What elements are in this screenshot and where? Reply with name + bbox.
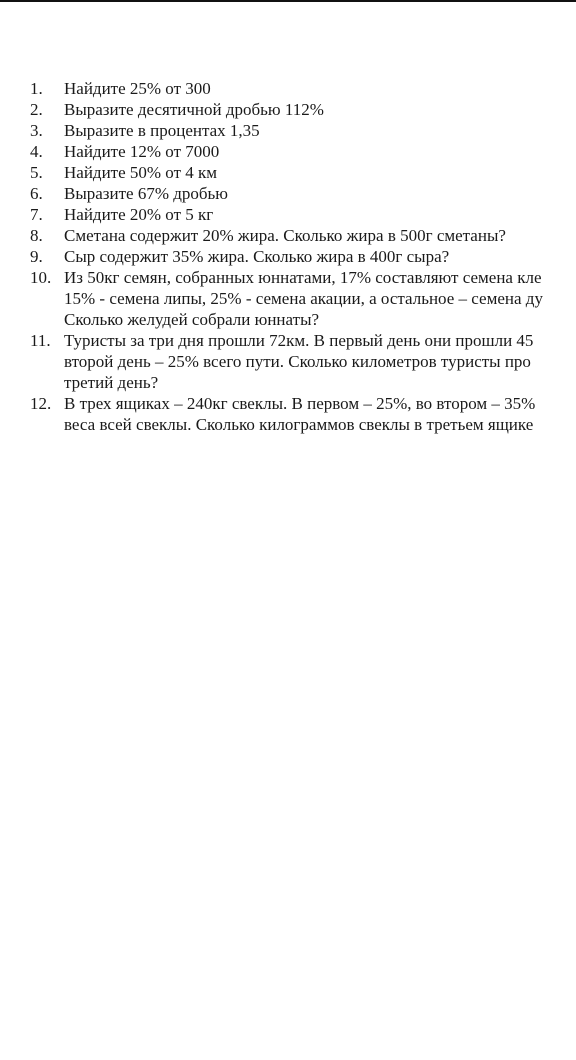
task-text-line: 15% - семена липы, 25% - семена акации, а остальное – семена ду (64, 289, 543, 308)
task-text: Сыр содержит 35% жира. Сколько жира в 400г сыра? (64, 247, 450, 266)
task-text: Выразите в процентах 1,35 (64, 121, 260, 140)
task-item-8 (0, 225, 576, 246)
task-number: 4. (30, 142, 43, 161)
task-number: 7. (30, 205, 43, 224)
task-item-11 (0, 330, 576, 393)
task-item-6 (0, 183, 576, 204)
task-number: 10. (30, 268, 52, 287)
task-text: Найдите 12% от 7000 (64, 142, 220, 161)
task-text-line: Туристы за три дня прошли 72км. В первый день они прошли 45 (64, 331, 534, 350)
task-item-9 (0, 246, 576, 267)
task-text-line: Сколько желудей собрали юннаты? (64, 310, 320, 329)
task-text: Выразите 67% дробью (64, 184, 229, 203)
task-number: 8. (30, 226, 43, 245)
task-text: Найдите 25% от 300 (64, 79, 211, 98)
task-item-2 (0, 99, 576, 120)
task-number: 5. (30, 163, 43, 182)
task-item-5 (0, 162, 576, 183)
task-text-line: третий день? (64, 373, 159, 392)
task-number: 3. (30, 121, 43, 140)
task-item-1 (0, 78, 576, 99)
task-text-line: второй день – 25% всего пути. Сколько километров туристы про (64, 352, 531, 371)
task-item-4 (0, 141, 576, 162)
task-text: Выразите десятичной дробью 112% (64, 100, 324, 119)
task-text: Найдите 50% от 4 км (64, 163, 218, 182)
task-number: 11. (30, 331, 51, 350)
task-text: Найдите 20% от 5 кг (64, 205, 214, 224)
task-text-line: Из 50кг семян, собранных юннатами, 17% составляют семена кле (64, 268, 542, 287)
task-text: Сметана содержит 20% жира. Сколько жира в 500г сметаны? (64, 226, 506, 245)
task-item-12 (0, 393, 576, 435)
task-text-line: В трех ящиках – 240кг свеклы. В первом – 25%, во втором – 35% (64, 394, 536, 413)
task-item-7 (0, 204, 576, 225)
task-item-3 (0, 120, 576, 141)
task-text-line: веса всей свеклы. Сколько килограммов свеклы в третьем ящике (64, 415, 534, 434)
task-list (0, 78, 576, 435)
task-number: 1. (30, 79, 43, 98)
task-number: 9. (30, 247, 43, 266)
task-number: 6. (30, 184, 43, 203)
top-border (0, 0, 576, 2)
task-item-10 (0, 267, 576, 330)
task-number: 2. (30, 100, 43, 119)
task-number: 12. (30, 394, 52, 413)
